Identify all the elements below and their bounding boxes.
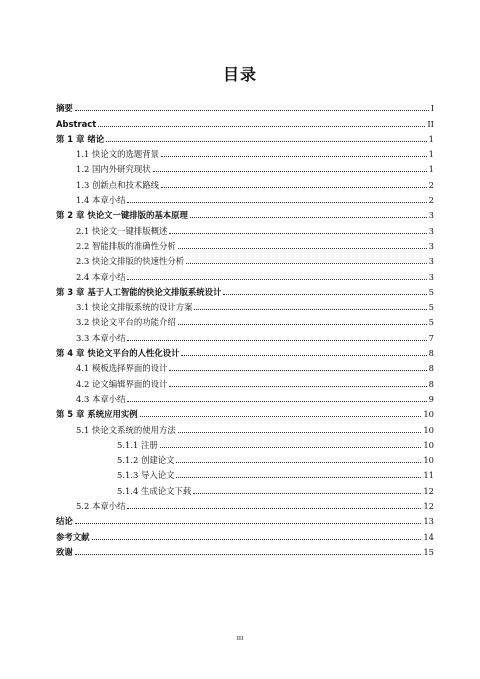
- toc-entry[interactable]: [56, 144, 434, 159]
- toc-entry-label: 2.3 快论文排版的快速性分析: [76, 256, 185, 267]
- toc-dot-leader: [169, 370, 426, 371]
- toc-entry-page: 1: [428, 164, 434, 175]
- page-number: III: [236, 635, 244, 642]
- toc-entry[interactable]: [56, 542, 434, 557]
- toc-entry[interactable]: [56, 236, 434, 251]
- toc-dot-leader: [194, 309, 426, 310]
- toc-entry-page: 3: [428, 240, 434, 251]
- toc-entry[interactable]: [56, 511, 434, 526]
- table-of-contents: [56, 98, 434, 557]
- toc-entry[interactable]: [56, 220, 434, 235]
- toc-entry-page: 10: [423, 439, 434, 450]
- toc-dot-leader: [92, 539, 422, 540]
- toc-entry-page: I: [430, 103, 434, 114]
- toc-entry-page: 5: [428, 286, 434, 297]
- toc-dot-leader: [186, 263, 427, 264]
- toc-entry-label: 结论: [56, 516, 73, 527]
- toc-entry-label: 2.4 本章小结: [76, 271, 126, 282]
- toc-entry[interactable]: [56, 358, 434, 373]
- toc-entry[interactable]: [56, 526, 434, 541]
- toc-entry-page: 12: [423, 501, 434, 512]
- toc-entry[interactable]: [56, 205, 434, 220]
- toc-entry-label: 5.1 快论文系统的使用方法: [76, 424, 176, 435]
- toc-dot-leader: [75, 523, 422, 524]
- toc-entry-label: 2.1 快论文一键排版概述: [76, 225, 168, 236]
- toc-entry[interactable]: [56, 251, 434, 266]
- toc-dot-leader: [193, 493, 421, 494]
- toc-entry-label: 3.1 快论文排版系统的设计方案: [76, 302, 193, 313]
- toc-dot-leader: [127, 401, 426, 402]
- toc-entry[interactable]: [56, 266, 434, 281]
- toc-dot-leader: [153, 171, 427, 172]
- toc-entry-label: 3.2 快论文平台的功能介绍: [76, 317, 176, 328]
- toc-entry[interactable]: [56, 312, 434, 327]
- toc-entry[interactable]: [56, 174, 434, 189]
- toc-entry[interactable]: [56, 343, 434, 358]
- toc-entry-label: 第 2 章 快论文一键排版的基本原理: [56, 210, 188, 221]
- toc-entry-label: 5.1.3 导入论文: [117, 470, 175, 481]
- toc-dot-leader: [190, 217, 427, 218]
- toc-entry-label: 第 3 章 基于人工智能的快论文排版系统设计: [56, 286, 222, 297]
- toc-entry[interactable]: [56, 465, 434, 480]
- toc-entry-label: 2.2 智能排版的准确性分析: [76, 240, 176, 251]
- toc-entry[interactable]: [56, 297, 434, 312]
- toc-entry[interactable]: [56, 113, 434, 128]
- toc-entry-page: 2: [428, 179, 434, 190]
- toc-dot-leader: [160, 447, 422, 448]
- toc-entry-label: 4.3 本章小结: [76, 393, 126, 404]
- toc-entry-page: 10: [423, 424, 434, 435]
- toc-entry-label: 4.1 模板选择界面的设计: [76, 363, 168, 374]
- toc-entry-page: 15: [423, 546, 434, 557]
- toc-entry-label: 5.1.1 注册: [117, 439, 158, 450]
- toc-entry[interactable]: [56, 327, 434, 342]
- toc-entry-page: 5: [428, 302, 434, 313]
- toc-dot-leader: [75, 110, 429, 111]
- toc-entry-label: 第 1 章 绪论: [56, 133, 105, 144]
- toc-entry[interactable]: [56, 419, 434, 434]
- toc-dot-leader: [178, 248, 427, 249]
- toc-entry-label: 1.4 本章小结: [76, 195, 126, 206]
- toc-entry-page: 12: [423, 485, 434, 496]
- toc-dot-leader: [169, 233, 426, 234]
- toc-dot-leader: [178, 432, 422, 433]
- toc-dot-leader: [106, 141, 427, 142]
- toc-entry-label: 摘要: [56, 103, 73, 114]
- toc-entry-page: 8: [428, 378, 434, 389]
- toc-entry-page: 14: [423, 531, 434, 542]
- toc-entry[interactable]: [56, 480, 434, 495]
- toc-entry-page: 1: [428, 149, 434, 160]
- toc-dot-leader: [127, 508, 421, 509]
- toc-entry[interactable]: [56, 435, 434, 450]
- toc-dot-leader: [140, 416, 422, 417]
- toc-entry[interactable]: [56, 129, 434, 144]
- toc-dot-leader: [127, 279, 426, 280]
- toc-entry-page: 9: [428, 393, 434, 404]
- toc-entry-label: Abstract: [56, 118, 97, 129]
- toc-dot-leader: [181, 355, 426, 356]
- toc-dot-leader: [176, 462, 421, 463]
- toc-entry-page: 3: [428, 256, 434, 267]
- toc-entry-label: 1.2 国内外研究现状: [76, 164, 151, 175]
- toc-entry-label: 3.3 本章小结: [76, 332, 126, 343]
- toc-entry-label: 5.1.4 生成论文下载: [117, 485, 192, 496]
- toc-entry-label: 5.2 本章小结: [76, 501, 126, 512]
- toc-entry-page: 10: [423, 455, 434, 466]
- toc-entry-page: 11: [423, 470, 434, 481]
- toc-entry[interactable]: [56, 496, 434, 511]
- toc-entry[interactable]: [56, 98, 434, 113]
- toc-dot-leader: [223, 294, 426, 295]
- toc-dot-leader: [169, 386, 426, 387]
- toc-dot-leader: [161, 156, 427, 157]
- toc-dot-leader: [161, 187, 427, 188]
- toc-entry-page: 3: [428, 225, 434, 236]
- toc-entry-page: 13: [423, 516, 434, 527]
- toc-dot-leader: [178, 324, 427, 325]
- toc-dot-leader: [176, 477, 421, 478]
- toc-entry[interactable]: [56, 190, 434, 205]
- toc-entry-label: 致谢: [56, 546, 73, 557]
- toc-dot-leader: [98, 126, 425, 127]
- toc-entry-page: 10: [423, 409, 434, 420]
- toc-entry-label: 1.1 快论文的选题背景: [76, 149, 159, 160]
- toc-entry-label: 4.2 论文编辑界面的设计: [76, 378, 168, 389]
- toc-entry-page: 7: [428, 332, 434, 343]
- toc-entry-page: 2: [428, 195, 434, 206]
- toc-entry-label: 参考文献: [56, 531, 90, 542]
- toc-entry[interactable]: [56, 373, 434, 388]
- toc-entry-page: 3: [428, 271, 434, 282]
- toc-dot-leader: [127, 340, 426, 341]
- toc-entry-label: 5.1.2 创建论文: [117, 455, 175, 466]
- toc-entry-page: 3: [428, 210, 434, 221]
- toc-dot-leader: [75, 554, 422, 555]
- toc-entry[interactable]: [56, 159, 434, 174]
- toc-entry[interactable]: [56, 282, 434, 297]
- page-title: 目录: [222, 65, 257, 84]
- toc-entry-label: 第 5 章 系统应用实例: [56, 409, 138, 420]
- toc-entry-label: 1.3 创新点和技术路线: [76, 179, 159, 190]
- toc-entry[interactable]: [56, 450, 434, 465]
- toc-entry[interactable]: [56, 389, 434, 404]
- toc-entry-label: 第 4 章 快论文平台的人性化设计: [56, 348, 180, 359]
- toc-dot-leader: [127, 202, 426, 203]
- toc-entry-page: II: [427, 118, 434, 129]
- toc-entry-page: 1: [428, 133, 434, 144]
- toc-entry[interactable]: [56, 404, 434, 419]
- toc-entry-page: 5: [428, 317, 434, 328]
- toc-entry-page: 8: [428, 363, 434, 374]
- toc-entry-page: 8: [428, 348, 434, 359]
